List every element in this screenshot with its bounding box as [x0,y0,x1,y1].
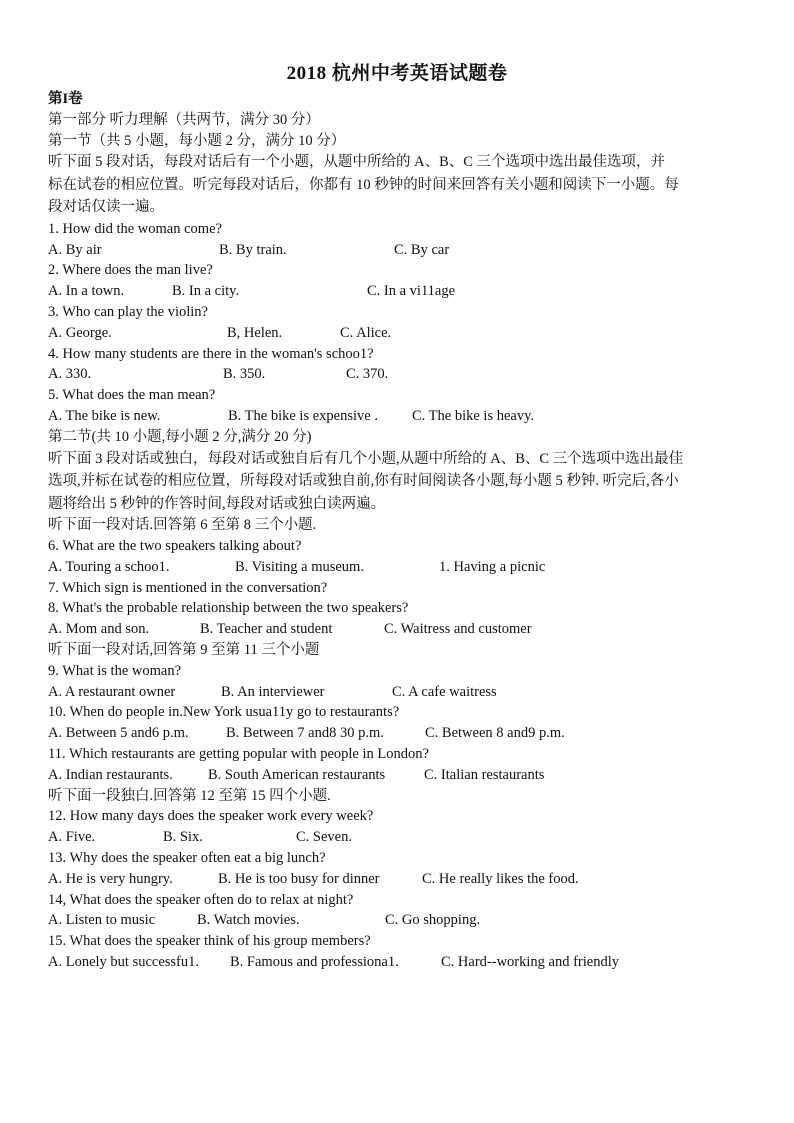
exam-content [48,89,748,973]
question-7: 7. Which sign is mentioned in the conversation? [48,579,328,596]
option-a: A. The bike is new. [48,408,161,425]
group-heading: 听下面一段独白.回答第 12 至第 15 四个小题. [48,787,331,804]
option-b: B. Between 7 and8 30 p.m. [226,725,384,742]
option-b: B. He is too busy for dinner [218,870,380,887]
question-10: 10. When do people in.New York usua11y go to restaurants? [48,704,400,721]
option-b: B. Teacher and student [200,621,333,638]
option-c: C. In a vi11age [367,283,456,300]
question-6: 6. What are the two speakers talking about? [48,537,302,554]
question-8-options [48,619,748,640]
option-a: A. Mom and son. [48,621,150,638]
option-a: A. Five. [48,829,96,846]
option-a: A. A restaurant owner [48,683,176,700]
option-c: C. Go shopping. [385,912,481,929]
option-c: 1. Having a picnic [439,558,546,575]
instruction-line: 段对话仅读一遍。 [48,199,164,216]
option-a: A. Listen to music [48,912,156,929]
question-6-options [48,557,748,578]
section1-heading: 第一节（共 5 小题，每小题 2 分，满分 10 分） [48,132,346,149]
option-b: B. The bike is expensive . [228,408,378,425]
option-a: A. 330. [48,366,92,383]
question-10-options [48,723,748,744]
question-2-options [48,281,748,302]
group-heading: 听下面一段对话.回答第 6 至第 8 三个小题. [48,517,317,534]
instruction-line: 标在试卷的相应位置。听完每段对话后，你都有 10 秒钟的时间来回答有关小题和阅读下一小题。每 [48,176,679,193]
option-a: A. Indian restaurants. [48,766,173,783]
question-13: 13. Why does the speaker often eat a big lunch? [48,849,326,866]
section1-instructions [48,151,748,219]
option-c: C. Seven. [296,829,352,846]
instruction-line: 选项,并标在试卷的相应位置，所每段对话或独自前,你有时间阅读各小题,每小题 5 秒钟. 听完后,各小 [48,473,679,490]
option-b: B. Watch movies. [197,912,300,929]
instruction-line: 听下面 3 段对话或独白，每段对话或独自后有几个小题,从题中所给的 A、B、C 三个选项中选出最佳 [48,450,684,467]
option-c: C. Alice. [340,324,392,341]
option-c: C. 370. [346,366,389,383]
option-c: C. The bike is heavy. [412,408,535,425]
question-9: 9. What is the woman? [48,662,182,679]
exam-title: 2018 杭州中考英语试题卷 [286,63,508,84]
question-3: 3. Who can play the violin? [48,304,208,321]
question-5: 5. What does the man mean? [48,387,216,404]
option-c: C. Waitress and customer [384,621,532,638]
question-4: 4. How many students are there in the woman's schoo1? [48,345,374,362]
question-4-options [48,364,748,385]
question-15: 15. What does the speaker think of his group members? [48,933,371,950]
option-b: B. Six. [163,829,203,846]
option-c: C. A cafe waitress [392,683,497,700]
section2-heading: 第二节(共 10 小题,每小题 2 分,满分 20 分) [48,428,312,445]
option-b: B. South American restaurants [208,766,386,783]
question-8: 8. What's the probable relationship between the two speakers? [48,600,409,617]
question-11-options [48,765,748,786]
option-b: B. In a city. [172,283,240,300]
question-14: 14, What does the speaker often do to relax at night? [48,891,354,908]
question-15-options [48,952,748,973]
question-5-options [48,406,748,427]
question-1: 1. How did the woman come? [48,220,222,237]
instruction-line: 题将给出 5 秒钟的作答时间,每段对话或独白读两遍。 [48,495,386,512]
option-a: A. Lonely but successfu1. [48,953,200,970]
question-12: 12. How many days does the speaker work every week? [48,808,374,825]
question-14-options [48,910,748,931]
option-c: C. Between 8 and9 p.m. [425,725,565,742]
question-12-options [48,827,748,848]
option-b: B. 350. [223,366,266,383]
question-13-options [48,869,748,890]
section2-instructions [48,448,748,516]
option-a: A. Between 5 and6 p.m. [48,725,189,742]
option-a: A. He is very hungry. [48,870,173,887]
option-c: C. He really likes the food. [422,870,579,887]
part-heading: 第一部分 听力理解（共两节，满分 30 分） [48,111,320,128]
option-c: C. Hard--working and friendly [441,953,619,970]
option-b: B. Visiting a museum. [235,558,364,575]
question-2: 2. Where does the man live? [48,262,213,279]
option-c: C. Italian restaurants [424,766,545,783]
option-a: A. By air [48,241,102,258]
option-c: C. By car [394,241,450,258]
option-b: B. By train. [219,241,287,258]
option-b: B. An interviewer [221,683,325,700]
option-b: B, Helen. [227,324,283,341]
question-11: 11. Which restaurants are getting popular with people in London? [48,745,429,762]
question-3-options [48,323,748,344]
question-9-options [48,682,748,703]
option-a: A. George. [48,324,112,341]
option-a: A. Touring a schoo1. [48,558,170,575]
volume-heading: 第I卷 [48,91,83,107]
instruction-line: 听下面 5 段对话，每段对话后有一个小题，从题中所给的 A、B、C 三个选项中选出最佳选项，并 [48,154,666,171]
group-heading: 听下面一段对话,回答第 9 至第 11 三个小题 [48,641,320,658]
option-a: A. In a town. [48,283,125,300]
question-1-options [48,240,748,261]
option-b: B. Famous and professiona1. [230,953,399,970]
